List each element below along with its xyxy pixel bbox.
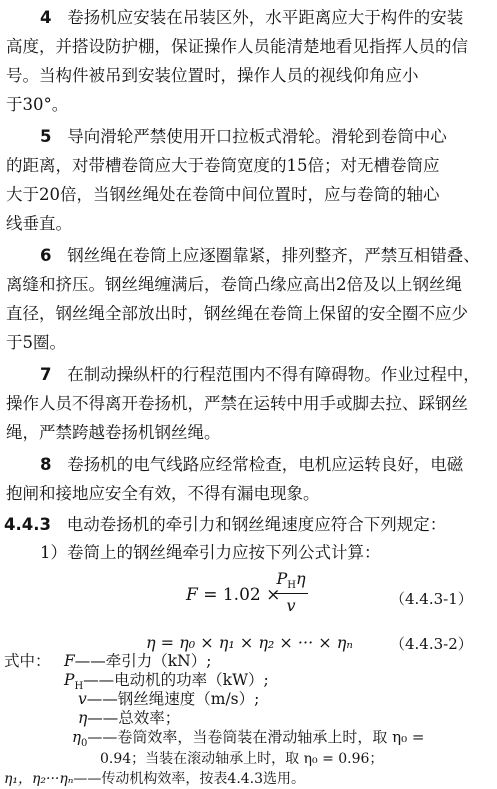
rule-text: 钢丝绳在卷筒上应逐圈靠紧，排列整齐，严禁互相错叠、: [67, 246, 480, 265]
rule-4-line-1: [40, 8, 463, 28]
rule-text: 卷扬机的电气线路应经常检查，电机应运转良好，电磁: [67, 455, 464, 474]
rule-6-line-4: 于5圈。: [6, 333, 66, 352]
where-item-F: F——牵引力（kN）;: [64, 652, 212, 670]
rule-6-line-1: [40, 246, 480, 266]
rule-number: 8: [40, 455, 52, 474]
rule-4-line-2: 高度，并搭设防护棚，保证操作人员能清楚地看见指挥人员的信: [6, 37, 468, 56]
formula-2-label: （4.4.3-2）: [390, 635, 473, 653]
rule-number: 7: [40, 365, 52, 384]
section-heading: [4, 515, 446, 535]
formula-lhs: F: [186, 585, 198, 605]
fraction-denominator: v: [286, 596, 296, 616]
rule-text: 卷扬机应安装在吊装区外，水平距离应大于构件的安装: [67, 8, 464, 27]
formula-eq: = 1.02 ×: [203, 585, 281, 605]
rule-5-line-4: 线垂直。: [6, 214, 72, 233]
section-text: 电动卷扬机的牵引力和钢丝绳速度应符合下列规定：: [66, 515, 447, 534]
where-item-eta0-cont: 0.94；当装在滚动轴承上时，取 η₀ = 0.96；: [100, 751, 384, 767]
item-1: 1）卷筒上的钢丝绳牵引力应按下列公式计算：: [40, 543, 381, 562]
where-item-eta-i: η₁，η₂···ηₙ——传动机构效率，按表4.4.3选用。: [4, 771, 306, 787]
where-item-eta0: $\eta_0——$卷筒效率，当卷筒装在滑动轴承上时，取 η₀ =: [72, 728, 425, 749]
formula-2-expression: η = η₀ × η₁ × η₂ × ··· × ηₙ: [146, 633, 353, 652]
formula-fraction: $P_H\eta$ v: [274, 569, 308, 615]
rule-5-line-1: [40, 127, 447, 147]
where-item-PH: $P_H——$电动机的功率（kW）;: [64, 671, 269, 693]
formula-1-label: （4.4.3-1）: [390, 590, 473, 608]
rule-4-line-3: 号。当构件被吊到安装位置时，操作人员的视线仰角应小: [6, 66, 419, 85]
where-item-v: v——钢丝绳速度（m/s）;: [78, 690, 260, 708]
rule-7-line-1: [40, 365, 480, 385]
rule-number: 5: [40, 127, 52, 146]
section-number: 4.4.3: [4, 515, 51, 534]
rule-text: 导向滑轮严禁使用开口拉板式滑轮。滑轮到卷筒中心: [67, 127, 447, 146]
rule-8-line-1: [40, 455, 463, 475]
rule-5-line-2: 的距离，对带槽卷筒应大于卷筒宽度的15倍；对无槽卷筒应: [6, 156, 440, 175]
rule-8-line-2: 抱闸和接地应安全有效，不得有漏电现象。: [6, 484, 320, 503]
fraction-bar: [274, 593, 308, 594]
rule-4-line-4: 于30°。: [6, 95, 69, 114]
fraction-numerator: P: [276, 569, 288, 588]
rule-6-line-3: 直径，钢丝绳全部放出时，钢丝绳在卷筒上保留的安全圈不应少: [6, 304, 468, 323]
rule-number: 6: [40, 246, 52, 265]
where-item-eta: η——总效率；: [78, 709, 181, 727]
rule-6-line-2: 离缝和挤压。钢丝绳缠满后，卷筒凸缘应高出2倍及以上钢丝绳: [6, 275, 462, 294]
where-intro: 式中：: [4, 652, 51, 670]
rule-number: 4: [40, 8, 52, 27]
rule-7-line-2: 操作人员不得离开卷扬机，严禁在运转中用手或脚去拉、踩钢丝: [6, 394, 468, 413]
rule-5-line-3: 大于20倍，当钢丝绳处在卷筒中间位置时，应与卷筒的轴心: [6, 185, 440, 204]
rule-7-line-3: 绳，严禁跨越卷扬机钢丝绳。: [6, 423, 221, 442]
rule-text: 在制动操纵杆的行程范围内不得有障碍物。作业过程中，: [67, 365, 480, 384]
